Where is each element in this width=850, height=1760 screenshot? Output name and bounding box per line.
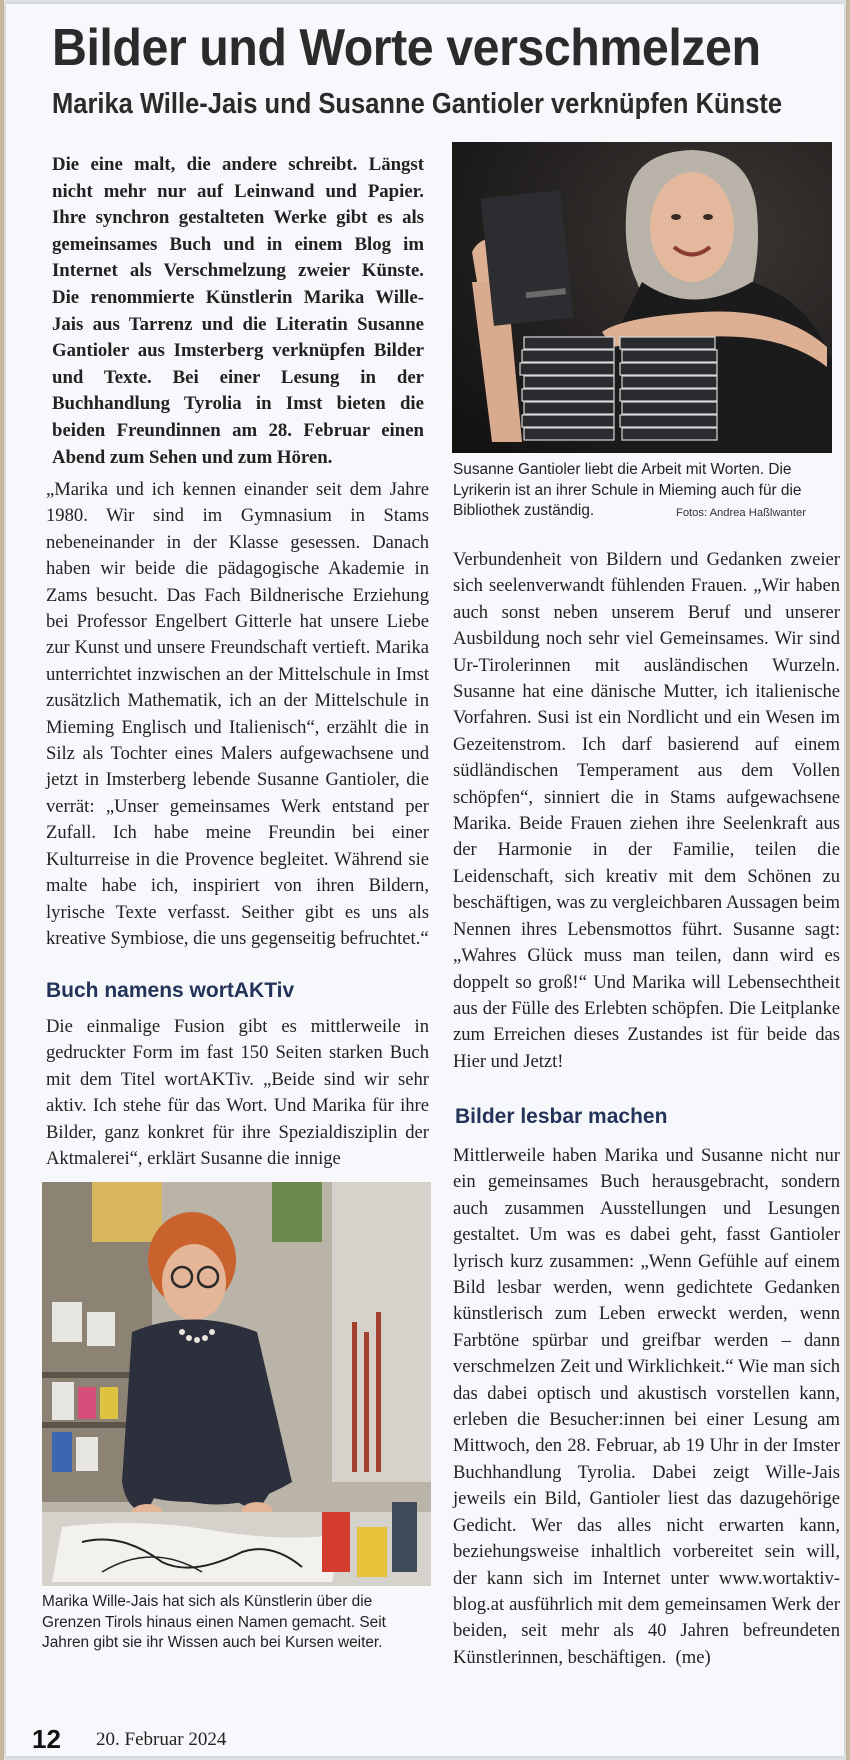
column2-text-part2: Mittlerweile haben Marika und Susanne nicht nur ein gemeinsames Buch herausgebracht, sondern auch zusammen Ausstellungen und Lesungen gestaltet. Um was es dabei geht, fasst Gantioler lyrisch kurz zusammen: „Wenn Gefühle auf einem Bild lesbar werden, wenn gedichtete Gedanken künstlerisch zum Leben erweckt werden, wenn Farbtöne spürbar und greifbar werden – dann verschmelzen Zeit und Wirklichkeit.“ Wie man sich das dabei optisch und akustisch vorstellen kann, erleben die Besucher:innen bei einer Lesung am Mittwoch, den 28. Februar, ab 19 Uhr in der Imster Buchhandlung Tyrolia. Dabei zeigt Wille-Jais jeweils ein Bild, Gantioler liest das dazugehörige Gedicht. Wer das alles nicht erwarten kann, beziehungsweise inhaltlich vorbereitet sein will, der kann sich im Internet unter www.wortaktiv-blog.at ausführlich mit dem gemeinsamen Werk der beiden, seit mehr als 40 Jahren befreundeten Künstlerinnen, beschäftigen. (me) [453, 1145, 840, 1668]
photo-books-illustration [452, 142, 832, 453]
photo-marika-wille-jais [42, 1182, 431, 1586]
column1-text-part2: Die einmalige Fusion gibt es mittlerweile in gedruckter Form im fast 150 Seiten starken Buch mit dem Titel wortAKTiv. „Beide sind wir sehr aktiv. Ich stehe für das Wort. Und Marika für ihre Bilder, ganz konkret für ihre Spezialdisziplin der Aktmalerei“, erklärt Susanne die innige [46, 1016, 429, 1170]
photo-credit: Fotos: Andrea Haßlwanter [676, 507, 806, 519]
photo-susanne-gantioler [452, 142, 832, 453]
page-edge-right [846, 0, 850, 1760]
photo1-caption: Susanne Gantioler liebt die Arbeit mit Worten. Die Lyrikerin ist an ihrer Schule in Mieming auch für die Bibliothek zuständig. [453, 461, 802, 519]
issue-date: 20. Februar 2024 [96, 1729, 227, 1750]
article-intro: Die eine malt, die andere schreibt. Längst nicht mehr nur auf Leinwand und Papier. Ihre synchron gestalteten Werke gibt es als gemeinsames Buch und in einem Blog im Internet als Verschmelzung zweier Künste. Die renommierte Künstlerin Marika Wille-Jais aus Tarrenz und die Literatin Susanne Gantioler aus Imsterberg verknüpfen Bilder und Texte. Bei einer Lesung in der Buchhandlung Tyrolia in Imst bieten die beiden Freundinnen am 28. Februar einen Abend zum Sehen und zum Hören. [52, 154, 424, 468]
photo-studio-illustration [42, 1182, 431, 1586]
column2-text-part1: Verbundenheit von Bildern und Gedanken zweier sich seelenverwandt fühlenden Frauen. „Wir haben auch sonst neben unserem Beruf und unserer Ausbildung noch sehr viel Gemeinsames. Wir sind Ur-Tirolerinnen mit ausländischen Wurzeln. Susanne hat eine dänische Mutter, ich italienische Vorfahren. Susi ist ein Nordlicht und ein Wesen im Gezeitenstrom. Ich darf basierend auf einem südländischen Temperament aus dem Vollen schöpfen“, sinniert die in Stams aufgewachsene Marika. Beide Frauen ziehen ihre Seelenkraft aus der Harmonie in der Familie, teilen die Leidenschaft, sich kreativ mit dem Schönen zu beschäftigen, was zu vergleichbaren Aussagen beim Nennen ihres Lebensmottos führt. Susanne sagt: „Wahres Glück muss man teilen, dann wird es doppelt so groß!“ Und Marika will Lebensechtheit aus der Fülle des Erlebten schöpfen. Die Leitplanke zum Erreichen dieses Zustandes ist für beide das Hier und Jetzt! [453, 549, 840, 1072]
subhead-buch: Buch namens wortAKTiv [46, 979, 295, 1002]
article-subtitle: Marika Wille-Jais und Susanne Gantioler verknüpfen Künste [52, 88, 783, 120]
page-number: 12 [32, 1724, 61, 1754]
subhead-bilder: Bilder lesbar machen [455, 1105, 668, 1128]
article-title: Bilder und Worte verschmelzen [52, 19, 761, 77]
photo2-caption: Marika Wille-Jais hat sich als Künstlerin über die Grenzen Tirols hinaus einen Namen gemacht. Seit Jahren gibt sie ihr Wissen auch bei Kursen weiter. [42, 1593, 386, 1651]
newspaper-page [6, 4, 844, 1756]
column1-text-part1: „Marika und ich kennen einander seit dem Jahre 1980. Wir sind im Gymnasium in Stams nebeneinander in der Klasse gesessen. Danach haben wir beide die pädagogische Akademie in Zams besucht. Das Fach Bildnerische Erziehung bei Professor Engelbert Gitterle hat unsere Liebe zur Kunst und unsere Freundschaft vertieft. Marika unterrichtet inzwischen an der Mittelschule in Imst zusätzlich Mathematik, ich an der Mittelschule in Mieming Englisch und Italienisch“, erzählt die in Silz als Tochter eines Malers aufgewachsene und jetzt in Imsterberg lebende Susanne Gantioler, die verrät: „Unser gemeinsames Werk entstand per Zufall. Ich habe meine Freundin bei einer Kulturreise in die Provence begleitet. Während sie malte habe ich, inspiriert von ihren Bildern, lyrische Texte verfasst. Seither gibt es uns als kreative Symbiose, die uns gegenseitig befruchtet.“ [46, 479, 429, 949]
page-edge-left [0, 0, 4, 1760]
